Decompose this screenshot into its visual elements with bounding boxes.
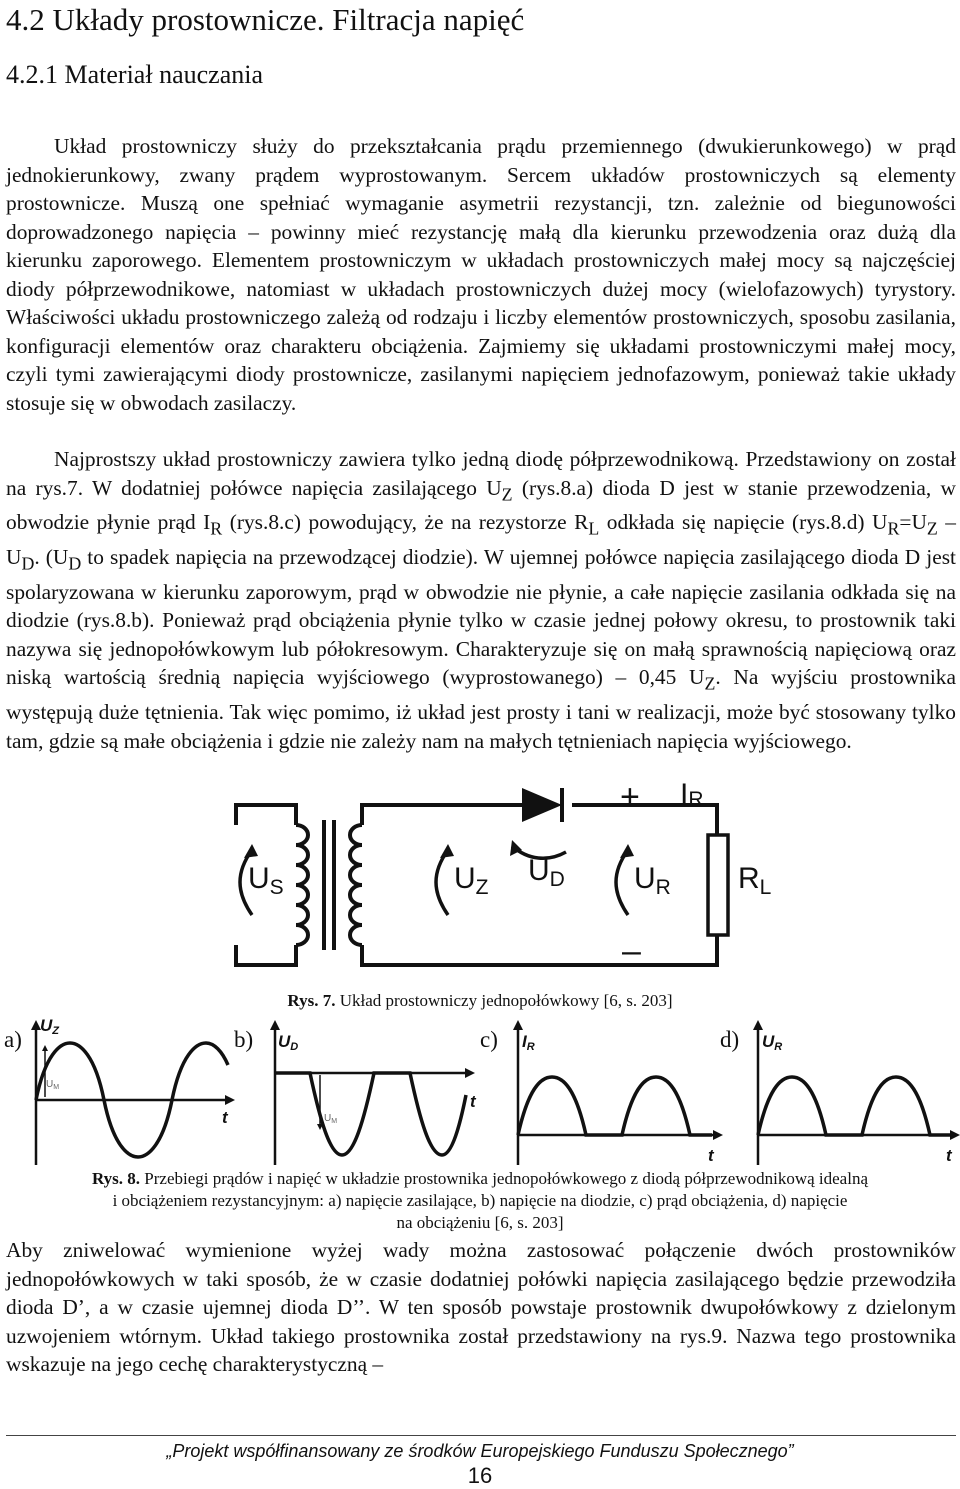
label-ur: $U_R$ (634, 862, 671, 899)
primary-coil (296, 825, 308, 945)
label-ir: IR (680, 780, 704, 811)
label-plus: + (620, 780, 640, 816)
panel-d-letter: d) (720, 1027, 740, 1052)
page-number: 16 (467, 1463, 493, 1488)
footer-text: „Projekt współfinansowany ze środków Europejskiego Funduszu Społecznego” (166, 1441, 794, 1461)
panel-c-waveform (518, 1077, 712, 1135)
panel-b-letter: b) (234, 1027, 254, 1052)
figure-8-caption: Rys. 8. Przebiegi prądów i napięć w układzie prostownika jednopołówkowego z diodą półprzewodnikową idealną i obciążeniem rezystancyjnym: a) napięcie zasilające, b) napięcie na diodzie, c) prąd obciążenia, d) napięcie na obciążeniu [6, s. 203] (91, 1169, 868, 1232)
panel-d-axis-label: t (946, 1146, 952, 1165)
uz-arrow-icon (436, 850, 448, 915)
figure-7-caption: Rys. 7. Układ prostowniczy jednopołówkowy [6, s. 203] (287, 991, 673, 1010)
footer-rule (6, 1435, 956, 1436)
panel-a-letter: a) (4, 1027, 22, 1052)
panel-b-signal-label: UD (278, 1032, 299, 1053)
resistor-rl (708, 835, 728, 935)
panel-b-waveform (275, 1073, 466, 1155)
label-us: $U_S$ (248, 862, 284, 899)
panel-c-letter: c) (480, 1027, 498, 1052)
panel-c-axis-label: t (708, 1146, 714, 1165)
panel-c-signal-label: IR (522, 1032, 535, 1053)
subsection-title: 4.2.1 Materiał nauczania (6, 60, 263, 89)
panel-d-waveform (758, 1077, 950, 1135)
panel-a-signal-label: UZ (40, 1016, 60, 1037)
diode-icon (522, 788, 562, 822)
label-minus: – (622, 932, 641, 970)
primary-bottom-wire (236, 945, 296, 965)
rectifier-circuit-diagram (0, 780, 960, 990)
secondary-coil (350, 825, 362, 945)
paragraph-2: Najprostszy układ prostowniczy zawiera tylko jedną diodę półprzewodnikową. Przedstawiony on został na rys.7. W dodatniej połówce napięcia zasilającego $U_Z$ (rys.8.a) dioda D jest w stanie przewodzenia, w obwodzie płynie prąd $I_R$ (rys.8.c) powodujący, że na rezystorze $R_L$ odkłada się napięcie (rys.8.d) $U_R=U_Z - U_D$. ($U_D$ to spadek napięcia na przewodzącej diodzie). W ujemnej połówce napięcia zasilającego dioda D jest spolaryzowana w kierunku zaporowym, prąd w obwodzie nie płynie, a całe napięcie zasilania odkłada się na diodzie (rys.8.b). Ponieważ prąd obciążenia płynie tylko w czasie jednej połowy okresu, to prostownik taki nazywa się jednopołówkowym lub półokresowym. Charakteryzuje się on małą sprawnością napięciową oraz niską wartością średnią napięcia wyjściowego (wyprostowanego) – 0,45 $U_Z$. Na wyjściu prostownika występują duże tętnienia. Tak więc pomimo, iż układ jest prosty i tani w realizacji, może być stosowany tylko tam, gdzie są małe obciążenia i gdzie nie zależy nam na małych tętnieniach napięcia wyjściowego. (6, 447, 956, 753)
bottom-wire (362, 935, 717, 965)
panel-b-axis-label: t (470, 1092, 476, 1111)
paragraph-1: Układ prostowniczy służy do przekształcania prądu przemiennego (dwukierunkowego) w prąd jednokierunkowy, zwany prądem wyprostowanym. Sercem układów prostowniczych są elementy prostownicze. Muszą one spełniać wymaganie asymetrii rezystancji, tzn. zależnie od biegunowości doprowadzonego napięcia – powinny mieć rezystancję małą dla kierunku przewodzenia oraz dużą dla kierunku zaporowego. Elementem prostowniczym w układach prostowniczych małej mocy są najczęściej diody półprzewodnikowe, natomiast w układach prostowniczych dużej mocy (wielofazowych) tyrystory. Właściwości układu prostowniczego zależą od rodzaju i liczby elementów prostowniczych, sposobu zasilania, konfiguracji elementów oraz charakteru obciążenia. Zajmiemy się układami prostowniczymi małej mocy, czyli tymi zawierającymi diody prostownicze, zasilanymi napięciem jednofazowym, ponieważ takie układy stosuje się w obwodach zasilaczy. (6, 134, 956, 415)
panel-a-axis-label: t (222, 1108, 228, 1127)
waveform-panels (0, 1015, 960, 1170)
ur-arrow-icon (616, 850, 628, 915)
panel-d-signal-label: UR (762, 1032, 783, 1053)
label-rl: $R_L$ (738, 862, 772, 899)
secondary-top-wire (362, 805, 522, 825)
panel-a-um-label: $U_M$ (46, 1079, 60, 1091)
label-ud: $U_D$ (528, 854, 565, 891)
primary-top-wire (236, 805, 296, 825)
label-uz: $U_Z$ (454, 862, 489, 899)
section-title: 4.2 Układy prostownicze. Filtracja napięć (6, 2, 525, 37)
panel-b-um-label: $U_M$ (324, 1113, 338, 1125)
paragraph-3: Aby zniwelować wymienione wyżej wady można zastosować połączenie dwóch prostowników jednopołówkowych w taki sposób, że w czasie dodatniej połówki napięcia zasilającego będzie przewodziła dioda D’, a w czasie ujemnej dioda D’’. W ten sposób powstaje prostownik dwupołówkowy z dzielonym uzwojeniem wtórnym. Układ takiego prostownika został przedstawiony na rys.9. Nazwa tego prostownika wskazuje na jego cechę charakterystyczną – (6, 1238, 956, 1376)
